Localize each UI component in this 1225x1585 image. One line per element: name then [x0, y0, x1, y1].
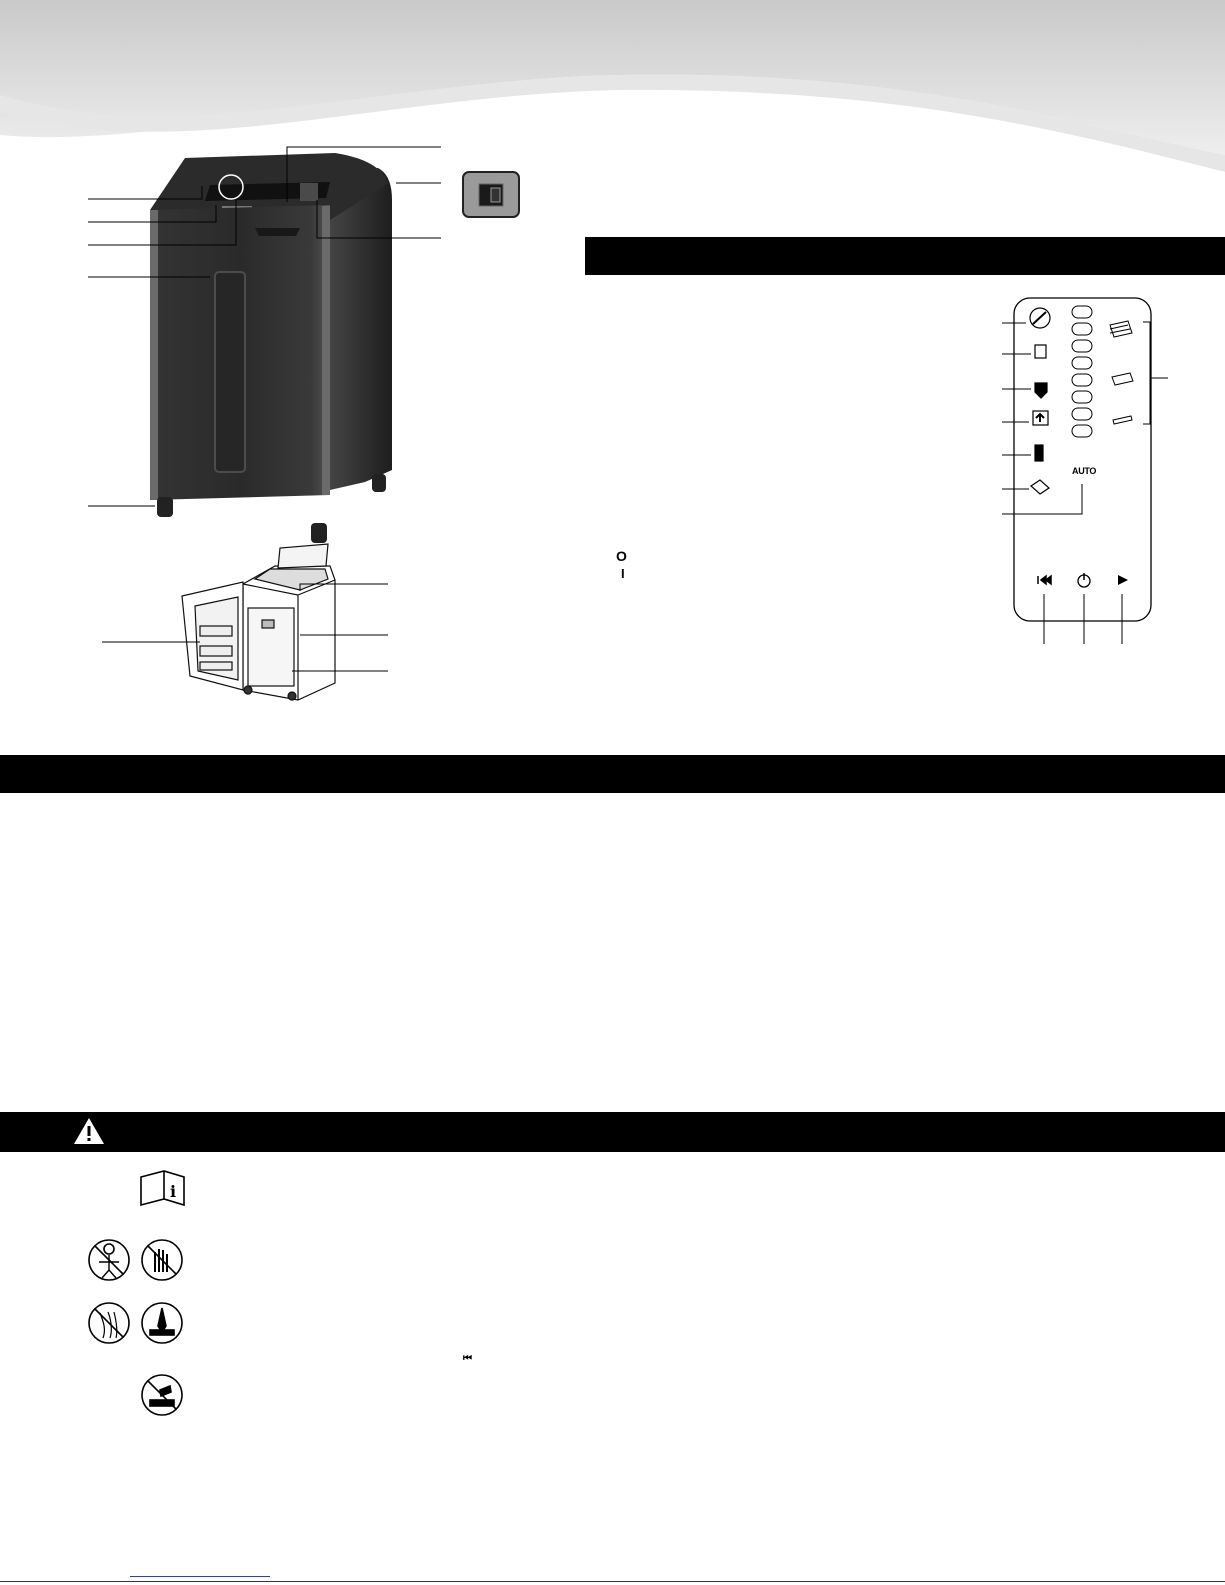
power-on-symbol: I [621, 566, 625, 581]
footer-rule [0, 1581, 1225, 1582]
power-switch-diagram [463, 172, 519, 217]
header-wave [0, 0, 1225, 172]
section-header-bar [0, 755, 1225, 793]
footer-link-underline[interactable] [130, 1576, 270, 1577]
reverse-icon: ⏮ [463, 1353, 472, 1364]
shredder-illustration [150, 153, 392, 543]
section-header-bar-right [585, 237, 1225, 275]
safety-warning-bar [0, 1112, 1225, 1152]
safety-icons [89, 1171, 184, 1415]
shredder-open-illustration [182, 544, 335, 700]
svg-text:i: i [170, 1182, 177, 1201]
warning-triangle-icon [72, 1116, 106, 1146]
power-off-symbol: O [616, 548, 627, 564]
auto-label: AUTO [1072, 466, 1097, 476]
